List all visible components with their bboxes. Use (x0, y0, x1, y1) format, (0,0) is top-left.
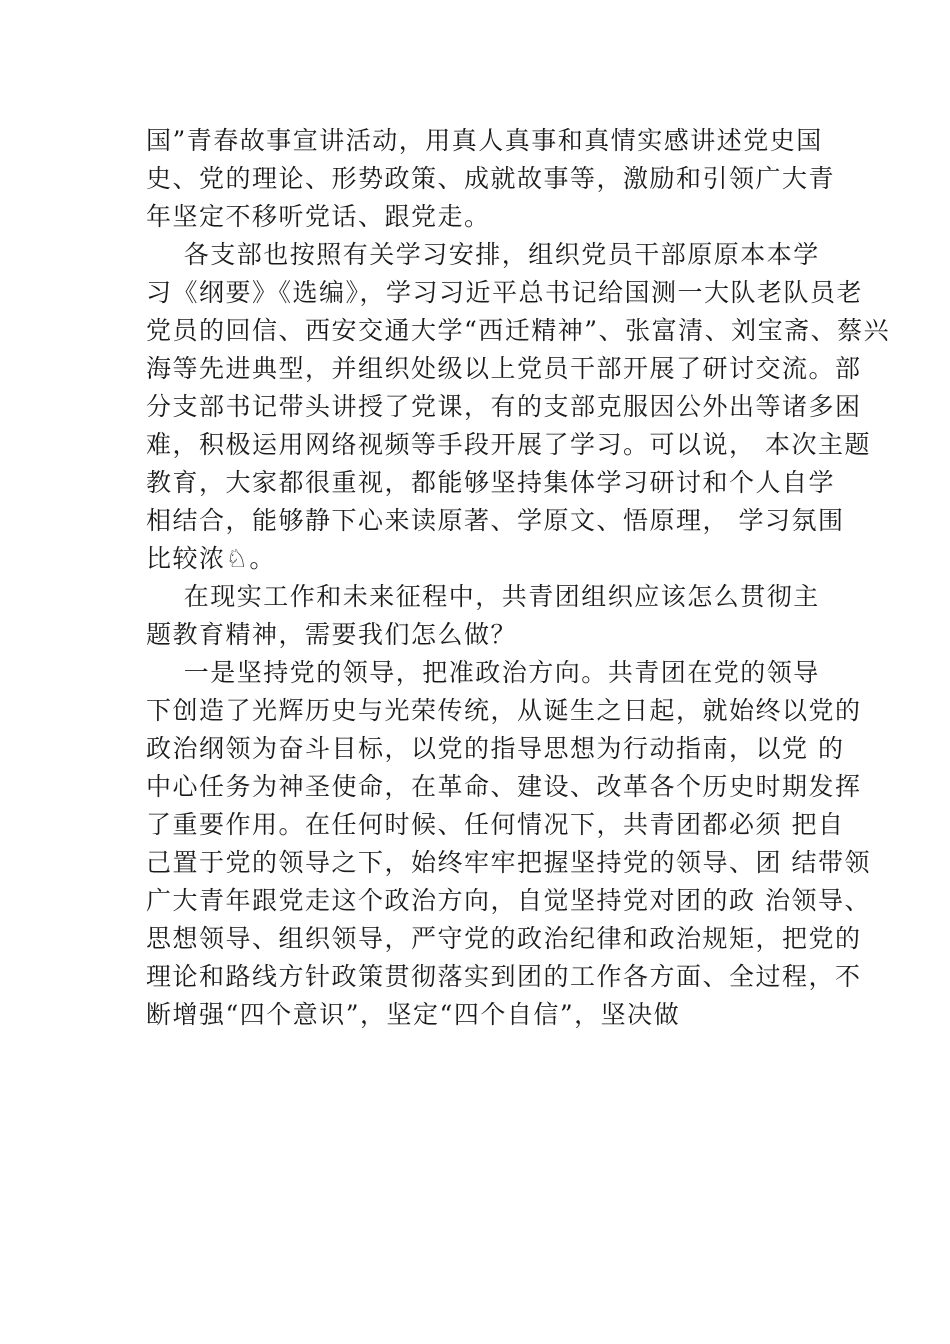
text-line: 分支部书记带头讲授了党课，有的支部克服因公外出等诸多困 (146, 392, 862, 421)
text-line: 教育，大家都很重视，都能够坚持集体学习研讨和个人自学 (146, 468, 836, 497)
text-line: 思想领导、组织领导，严守党的政治纪律和政治规矩，把党的 (146, 924, 862, 953)
text-line: 难，积极运用网络视频等手段开展了学习。可以说， 本次主题 (146, 430, 871, 459)
text-line: 下创造了光辉历史与光荣传统，从诞生之日起，就始终以党的 (146, 696, 862, 725)
text-line: 习《纲要》《选编》，学习习近平总书记给国测一大队老队员老 (146, 278, 864, 307)
text-line: 史、党的理论、形势政策、成就故事等，激励和引领广大青 (146, 164, 836, 193)
text-line: 理论和路线方针政策贯彻落实到团的工作各方面、全过程，不 (146, 962, 862, 991)
text-line: 政治纲领为奋斗目标，以党的指导思想为行动指南，以党 的 (146, 734, 845, 763)
text-line: 中心任务为神圣使命，在革命、建设、改革各个历史时期发挥 (146, 772, 862, 801)
text-line: 了重要作用。在任何时候、任何情况下，共青团都必须 把自 (146, 810, 845, 839)
text-line: 在现实工作和未来征程中，共青团组织应该怎么贯彻主 (146, 582, 820, 611)
document-body (146, 122, 891, 1034)
text-line: 一是坚持党的领导，把准政治方向。共青团在党的领导 (146, 658, 820, 687)
text-line: 断增强“四个意识”，坚定“四个自信”，坚决做 (146, 1000, 681, 1029)
text-line: 国”青春故事宣讲活动，用真人真事和真情实感讲述党史国 (146, 126, 823, 155)
text-line: 海等先进典型，并组织处级以上党员干部开展了研讨交流。部 (146, 354, 862, 383)
text-line: 相结合，能够静下心来读原著、学原文、悟原理， 学习氛围 (146, 506, 845, 535)
text-line: 题教育精神，需要我们怎么做？ (146, 620, 518, 649)
text-line: 广大青年跟党走这个政治方向，自觉坚持党对团的政 治领导、 (146, 886, 871, 915)
text-line: 比较浓♘。 (146, 544, 276, 573)
text-line: 党员的回信、西安交通大学“西迁精神”、张富清、刘宝斋、蔡兴 (146, 316, 891, 345)
text-line: 各支部也按照有关学习安排，组织党员干部原原本本学 (146, 240, 820, 269)
text-line: 己置于党的领导之下，始终牢牢把握坚持党的领导、团 结带领 (146, 848, 871, 877)
text-line: 年坚定不移听党话、跟党走。 (146, 202, 491, 231)
